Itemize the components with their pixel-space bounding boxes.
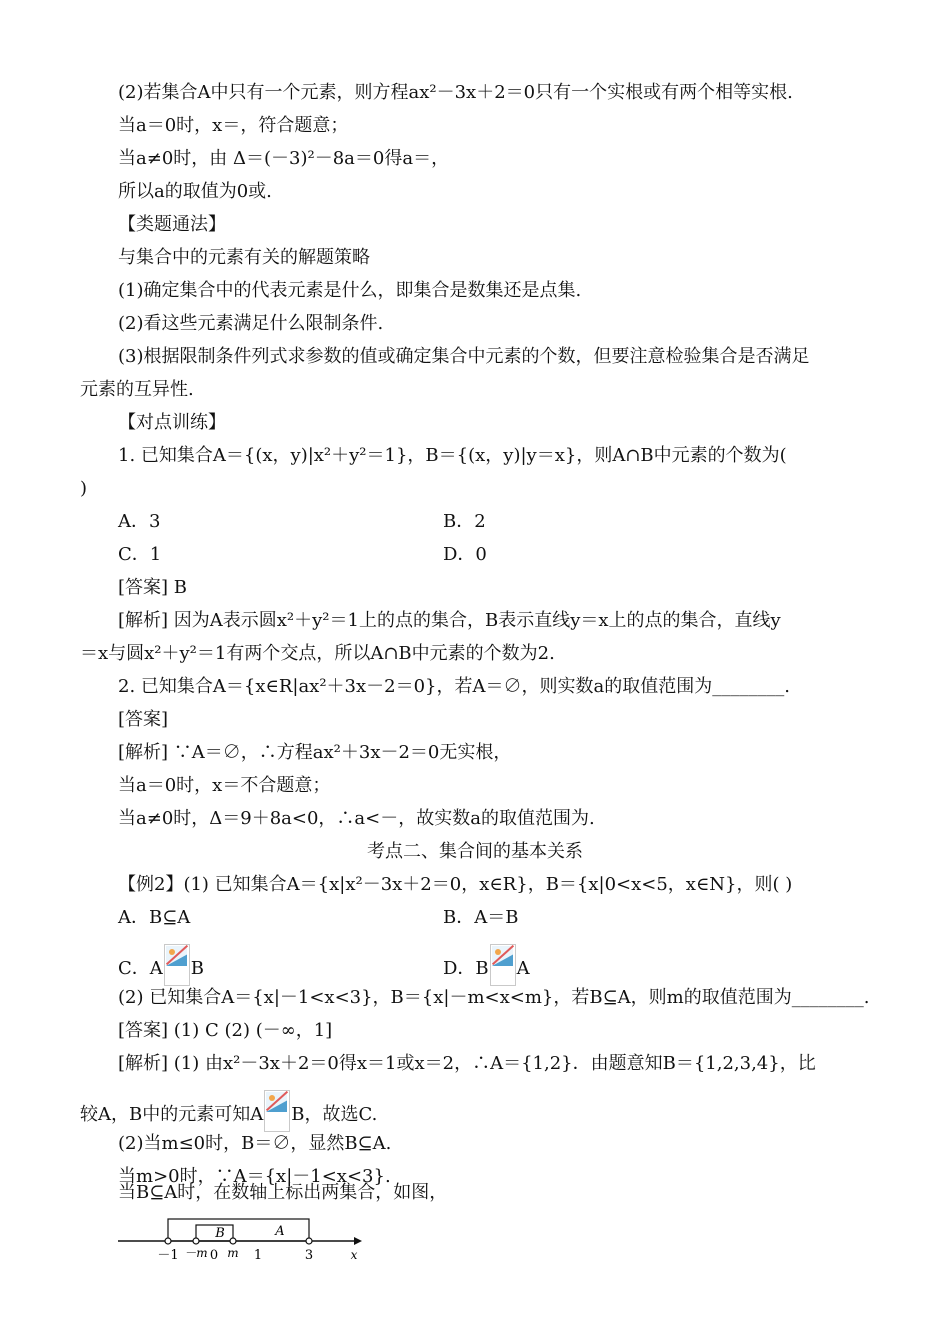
answer-line: [答案]	[118, 709, 169, 730]
analysis-line: [解析] (1) 由x²－3x＋2＝0得x＝1或x＝2，∴A＝{1,2}．由题意知B＝{1,2,3,4}，比	[118, 1053, 816, 1074]
open-point	[165, 1238, 171, 1244]
option-d: D．0	[443, 544, 487, 565]
text-line: 当a＝0时，x＝不合题意；	[118, 775, 331, 796]
text-line: 元素的互异性.	[80, 379, 194, 400]
question-1: 1. 已知集合A＝{(x，y)|x²＋y²＝1}，B＝{(x，y)|y＝x}，则A∩B中元素的个数为(	[118, 445, 787, 466]
text-line: )	[80, 478, 88, 499]
answer-line: [答案] B	[118, 577, 187, 598]
tick-label: 0	[209, 1248, 219, 1263]
compare-line: 较A，B中的元素可知A B，故选C.	[80, 1090, 377, 1132]
analysis-line: [解析] ∵A＝∅，∴方程ax²＋3x－2＝0无实根，	[118, 742, 512, 763]
option-c: C．1	[118, 544, 162, 565]
answer-line: [答案] (1) C (2) (－∞，1]	[118, 1020, 333, 1041]
axis-label: x	[350, 1248, 358, 1262]
text-line: (3)根据限制条件列式求参数的值或确定集合中元素的个数，但要注意检验集合是否满足	[118, 346, 810, 367]
tick-label: m	[227, 1246, 239, 1260]
text-line: (2)当m≤0时，B＝∅，显然B⊆A.	[118, 1133, 392, 1154]
tick-label: －m	[184, 1246, 208, 1260]
option-d: D．B A	[443, 944, 530, 986]
text-line: ＝x与圆x²＋y²＝1有两个交点，所以A∩B中元素的个数为2.	[80, 643, 555, 664]
broken-image-icon	[264, 1090, 290, 1132]
axis-arrow	[354, 1237, 362, 1245]
text-line: 当B⊆A时，在数轴上标出两集合，如图，	[118, 1182, 448, 1203]
broken-image-icon	[490, 944, 516, 986]
open-point	[230, 1238, 236, 1244]
text-line: (2)若集合A中只有一个元素，则方程ax²－3x＋2＝0只有一个实根或有两个相等实根.	[118, 82, 793, 103]
question-part-2: (2) 已知集合A＝{x|－1<x<3}，B＝{x|－m<x<m}，若B⊆A，则m的取值范围为________.	[118, 987, 870, 1008]
question-2: 2. 已知集合A＝{x∈R|ax²＋3x－2＝0}，若A＝∅，则实数a的取值范围为________.	[118, 676, 790, 697]
text-line: 与集合中的元素有关的解题策略	[118, 247, 370, 268]
example-2: 【例2】(1) 已知集合A＝{x|x²－3x＋2＝0，x∈R}，B＝{x|0<x<5，x∈N}，则( )	[118, 874, 793, 895]
analysis-line: [解析] 因为A表示圆x²＋y²＝1上的点的集合，B表示直线y＝x上的点的集合，直线y	[118, 610, 781, 631]
tick-label: 1	[253, 1248, 263, 1263]
text-line: 当a＝0时，x＝，符合题意；	[118, 115, 349, 136]
text-line: (1)确定集合中的代表元素是什么，即集合是数集还是点集.	[118, 280, 582, 301]
section-heading: 【类题通法】	[118, 214, 226, 235]
section-heading: 【对点训练】	[118, 412, 226, 433]
text-line: 当a≠0时，由 Δ＝(－3)²－8a＝0得a＝，	[118, 148, 450, 169]
option-c: C．A B	[118, 944, 204, 986]
broken-image-icon	[164, 944, 190, 986]
set-a-bracket	[168, 1219, 309, 1241]
text-line: 当m>0时，∵A＝{x|－1<x<3}.	[118, 1166, 391, 1187]
tick-label: 3	[304, 1248, 314, 1263]
option-b: B．A＝B	[443, 907, 519, 928]
number-line-diagram	[118, 1208, 378, 1270]
set-b-label: B	[215, 1226, 225, 1241]
text-line: (2)看这些元素满足什么限制条件.	[118, 313, 384, 334]
section-title: 考点二、集合间的基本关系	[367, 841, 583, 862]
option-a: A．B⊆A	[118, 907, 191, 928]
tick-label: －1	[157, 1248, 179, 1263]
text-line: 当a≠0时，Δ＝9＋8a<0，∴a<－，故实数a的取值范围为.	[118, 808, 595, 829]
option-a: A．3	[118, 511, 161, 532]
open-point	[306, 1238, 312, 1244]
set-a-label: A	[275, 1224, 285, 1239]
text-line: 所以a的取值为0或.	[118, 181, 272, 202]
option-b: B．2	[443, 511, 486, 532]
open-point	[193, 1238, 199, 1244]
